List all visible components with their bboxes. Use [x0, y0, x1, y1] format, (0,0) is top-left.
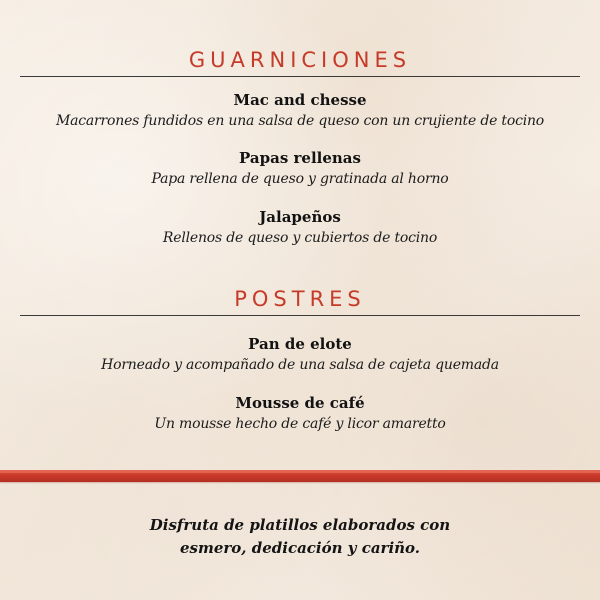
footer-tagline-line-1: Disfruta de platillos elaborados con	[149, 516, 451, 534]
menu-item-name: Mac and chesse	[233, 91, 367, 109]
section-title-postres: POSTRES	[234, 287, 366, 311]
menu-item-papas-rellenas	[0, 148, 600, 190]
menu-item-name: Mousse de café	[235, 394, 365, 412]
menu-item-description: Un mousse hecho de café y licor amaretto	[154, 416, 446, 432]
section-title-guarniciones: GUARNICIONES	[188, 48, 412, 72]
menu-item-mousse-de-cafe	[0, 393, 600, 435]
menu-item-mac-and-cheese	[0, 90, 600, 132]
menu-item-name: Pan de elote	[248, 335, 352, 353]
menu-item-description: Macarrones fundidos en una salsa de queso con un crujiente de tocino	[55, 113, 545, 129]
menu-item-jalapenos	[0, 207, 600, 249]
menu-item-name: Papas rellenas	[239, 149, 361, 167]
menu-item-description: Horneado y acompañado de una salsa de cajeta quemada	[101, 357, 499, 373]
section-divider	[20, 76, 580, 77]
menu-item-name: Jalapeños	[259, 208, 341, 226]
menu-item-description: Rellenos de queso y cubiertos de tocino	[162, 230, 438, 246]
footer-tagline-line-2: esmero, dedicación y cariño.	[179, 539, 421, 557]
section-divider	[20, 315, 580, 316]
footer-tagline	[0, 514, 600, 560]
menu-item-pan-de-elote	[0, 334, 600, 376]
menu-item-description: Papa rellena de queso y gratinada al horno	[151, 171, 449, 187]
decorative-band-highlight	[0, 470, 600, 473]
